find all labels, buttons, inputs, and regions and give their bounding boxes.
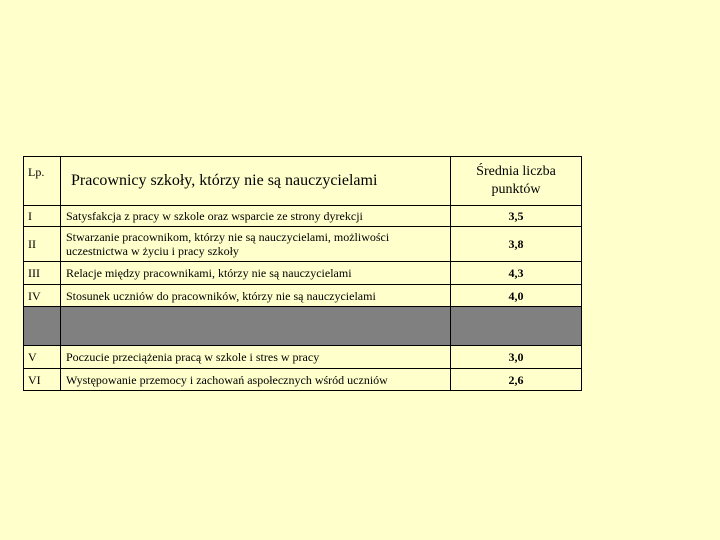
- row-text: Występowanie przemocy i zachowań aspołecznych wśród uczniów: [61, 369, 451, 391]
- row-score: 2,6: [451, 369, 582, 391]
- row-number: III: [24, 262, 61, 285]
- row-score: 3,5: [451, 206, 582, 227]
- separator-cell: [24, 307, 61, 346]
- row-text: Relacje między pracownikami, którzy nie są nauczycielami: [61, 262, 451, 285]
- table-header-row: [24, 157, 582, 206]
- separator-cell: [61, 307, 451, 346]
- header-title: Pracownicy szkoły, którzy nie są nauczycielami: [61, 157, 451, 206]
- row-score: 4,3: [451, 262, 582, 285]
- table-row: [24, 285, 582, 307]
- row-number: II: [24, 227, 61, 262]
- separator-cell: [451, 307, 582, 346]
- row-number: V: [24, 346, 61, 369]
- header-score-line1: Średnia liczba: [476, 164, 556, 179]
- table-row: [24, 206, 582, 227]
- header-lp: Lp.: [24, 157, 61, 206]
- table-row: [24, 227, 582, 262]
- table-row: [24, 262, 582, 285]
- row-number: I: [24, 206, 61, 227]
- row-number: IV: [24, 285, 61, 307]
- row-text: Stwarzanie pracownikom, którzy nie są nauczycielami, możliwości uczestnictwa w życiu i pracy szkoły: [61, 227, 451, 262]
- table-row: [24, 369, 582, 391]
- row-score: 3,0: [451, 346, 582, 369]
- survey-results-table: [23, 156, 582, 391]
- row-text: Poczucie przeciążenia pracą w szkole i stres w pracy: [61, 346, 451, 369]
- header-score: [451, 157, 582, 206]
- header-score-line2: punktów: [491, 182, 541, 197]
- row-score: 4,0: [451, 285, 582, 307]
- row-text: Satysfakcja z pracy w szkole oraz wsparcie ze strony dyrekcji: [61, 206, 451, 227]
- table-row: [24, 346, 582, 369]
- row-number: VI: [24, 369, 61, 391]
- row-score: 3,8: [451, 227, 582, 262]
- row-text: Stosunek uczniów do pracowników, którzy nie są nauczycielami: [61, 285, 451, 307]
- separator-row: [24, 307, 582, 346]
